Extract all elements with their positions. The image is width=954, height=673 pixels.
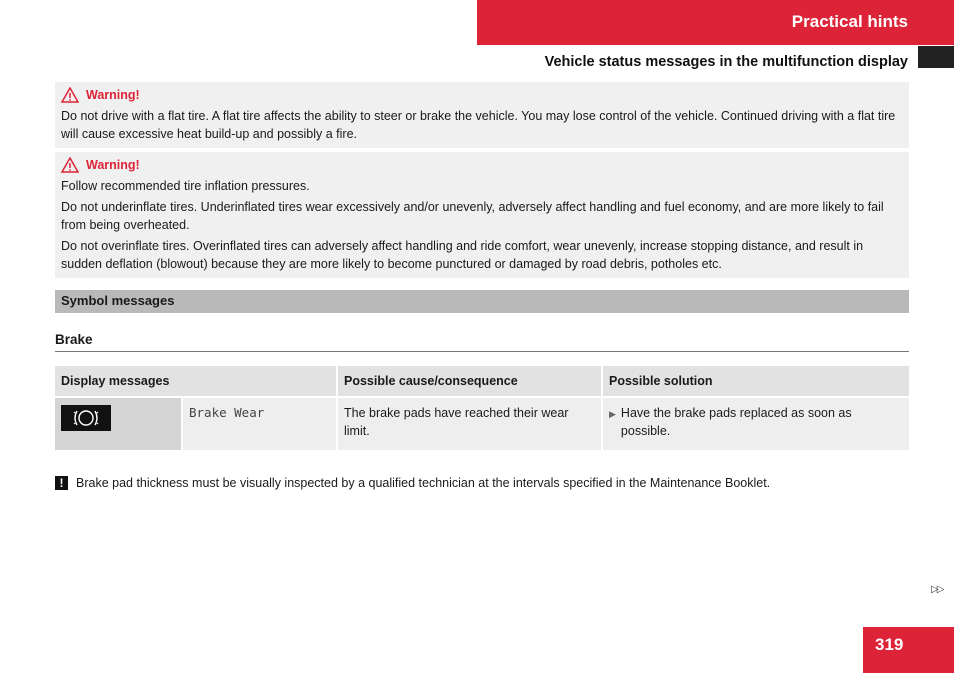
- brake-wear-indicator-icon: [61, 405, 111, 431]
- header-band: [477, 0, 954, 45]
- cause-cell: The brake pads have reached their wear limit.: [337, 397, 602, 450]
- display-message-text: Brake Wear: [182, 397, 337, 450]
- table-row: [55, 397, 909, 450]
- section-bar-symbol-messages: Symbol messages: [55, 290, 909, 313]
- subsection-title: Vehicle status messages in the multifunction display: [544, 54, 908, 70]
- chapter-tab-marker: [918, 46, 954, 68]
- continue-marker-icon: ▷▷: [931, 584, 943, 595]
- messages-table: [55, 366, 909, 450]
- subheading-brake: Brake: [55, 332, 93, 347]
- display-symbol-cell: [55, 397, 182, 450]
- divider: [55, 351, 909, 352]
- warning-header: [61, 156, 903, 174]
- warning-text: Follow recommended tire inflation pressures.: [61, 179, 310, 193]
- warning-label: Warning!: [86, 88, 140, 102]
- warning-triangle-icon: [61, 157, 79, 173]
- column-header: Possible cause/consequence: [337, 366, 602, 397]
- bullet-triangle-icon: ▶: [609, 409, 616, 419]
- warning-box-tire-pressure: [55, 152, 909, 278]
- page-number: 319: [875, 635, 904, 654]
- solution-text: Have the brake pads replaced as soon as possible.: [620, 406, 852, 438]
- exclamation-icon: !: [55, 476, 68, 490]
- warning-text: Do not overinflate tires. Overinflated tires can adversely affect handling and ride comfort, wear unevenly, increase stopping distance, and result in sudden deflation (blowout) because they are more likely to become punctured or damaged by road debris, potholes etc.: [61, 239, 864, 271]
- warning-header: [61, 86, 903, 104]
- column-header: Possible solution: [602, 366, 909, 397]
- warning-box-flat-tire: [55, 82, 909, 148]
- section-title: Practical hints: [791, 12, 908, 31]
- note-text: Brake pad thickness must be visually inspected by a qualified technician at the intervals specified in the Maintenance Booklet.: [76, 476, 771, 490]
- warning-text: Do not underinflate tires. Underinflated tires wear excessively and/or unevenly, adversely affect handling and fuel economy, and are more likely to fail from being overheated.: [61, 200, 884, 232]
- warning-triangle-icon: [61, 87, 79, 103]
- warning-text: Do not drive with a flat tire. A flat tire affects the ability to steer or brake the vehicle. You may lose control of the vehicle. Continued driving with a flat tire will cause excessive heat build-up and possibly a fire.: [61, 109, 896, 141]
- page-number-box: [863, 627, 954, 673]
- table-header-row: [55, 366, 909, 397]
- column-header: Display messages: [55, 366, 337, 397]
- warning-label: Warning!: [86, 158, 140, 172]
- solution-cell: [602, 397, 909, 450]
- note: [55, 476, 770, 490]
